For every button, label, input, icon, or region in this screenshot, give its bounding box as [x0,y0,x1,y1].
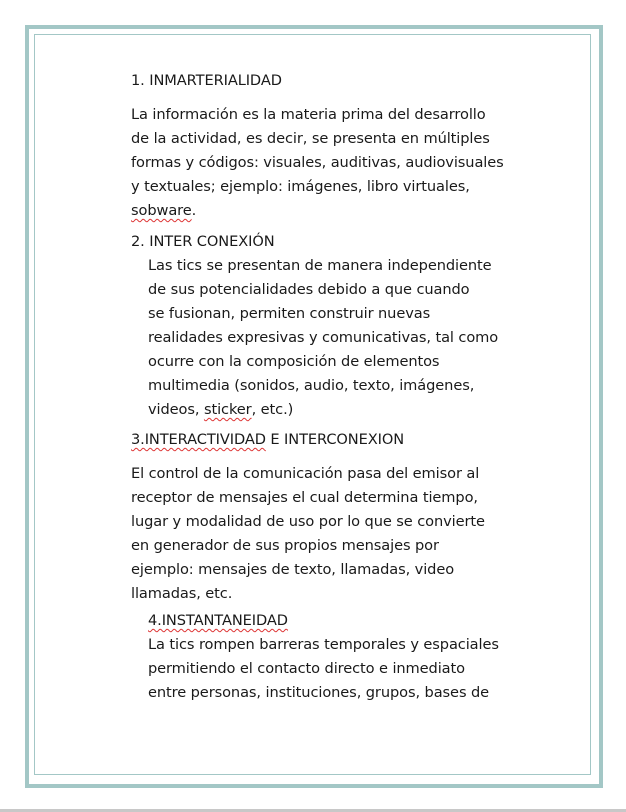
para-line [148,398,293,422]
para-line: lugar y modalidad de uso por lo que se convierte [131,513,485,530]
heading-2: 2. INTER CONEXIÓN [131,233,275,250]
para-line: de la actividad, es decir, se presenta en múltiples [131,130,490,147]
punct: . [191,202,197,219]
heading-1: 1. INMARTERIALIDAD [131,72,282,89]
para-line: La información es la materia prima del desarrollo [131,106,486,123]
para-line: y textuales; ejemplo: imágenes, libro virtuales, [131,178,470,195]
para-line: receptor de mensajes el cual determina tiempo, [131,489,478,506]
para-line: multimedia (sonidos, audio, texto, imágenes, [148,377,475,394]
heading-4 [148,609,288,633]
text: , etc.) [251,401,294,418]
text: videos, [148,401,204,418]
misspelled-word[interactable]: 3.INTERACTIVIDAD [131,431,266,448]
para-line: ocurre con la composición de elementos [148,353,440,370]
para-line: llamadas, etc. [131,585,233,602]
para-line: formas y códigos: visuales, auditivas, audiovisuales [131,154,504,171]
para-line: de sus potencialidades debido a que cuando [148,281,470,298]
para-line: ejemplo: mensajes de texto, llamadas, video [131,561,455,578]
misspelled-word[interactable]: sobware [131,202,192,219]
para-line: se fusionan, permiten construir nuevas [148,305,431,322]
heading-3 [131,428,404,452]
para-line: entre personas, instituciones, grupos, bases de [148,684,490,701]
text: E INTERCONEXION [265,431,405,448]
para-line: permitiendo el contacto directo e inmediato [148,660,465,677]
para-line: El control de la comunicación pasa del emisor al [131,465,480,482]
para-line: La tics rompen barreras temporales y espaciales [148,636,499,653]
para-line: en generador de sus propios mensajes por [131,537,439,554]
misspelled-word[interactable]: 4.INSTANTANEIDAD [148,612,288,629]
para-line: realidades expresivas y comunicativas, tal como [148,329,499,346]
para-line: Las tics se presentan de manera independiente [148,257,492,274]
misspelled-word[interactable]: sticker [203,401,252,418]
para-line [131,199,196,223]
